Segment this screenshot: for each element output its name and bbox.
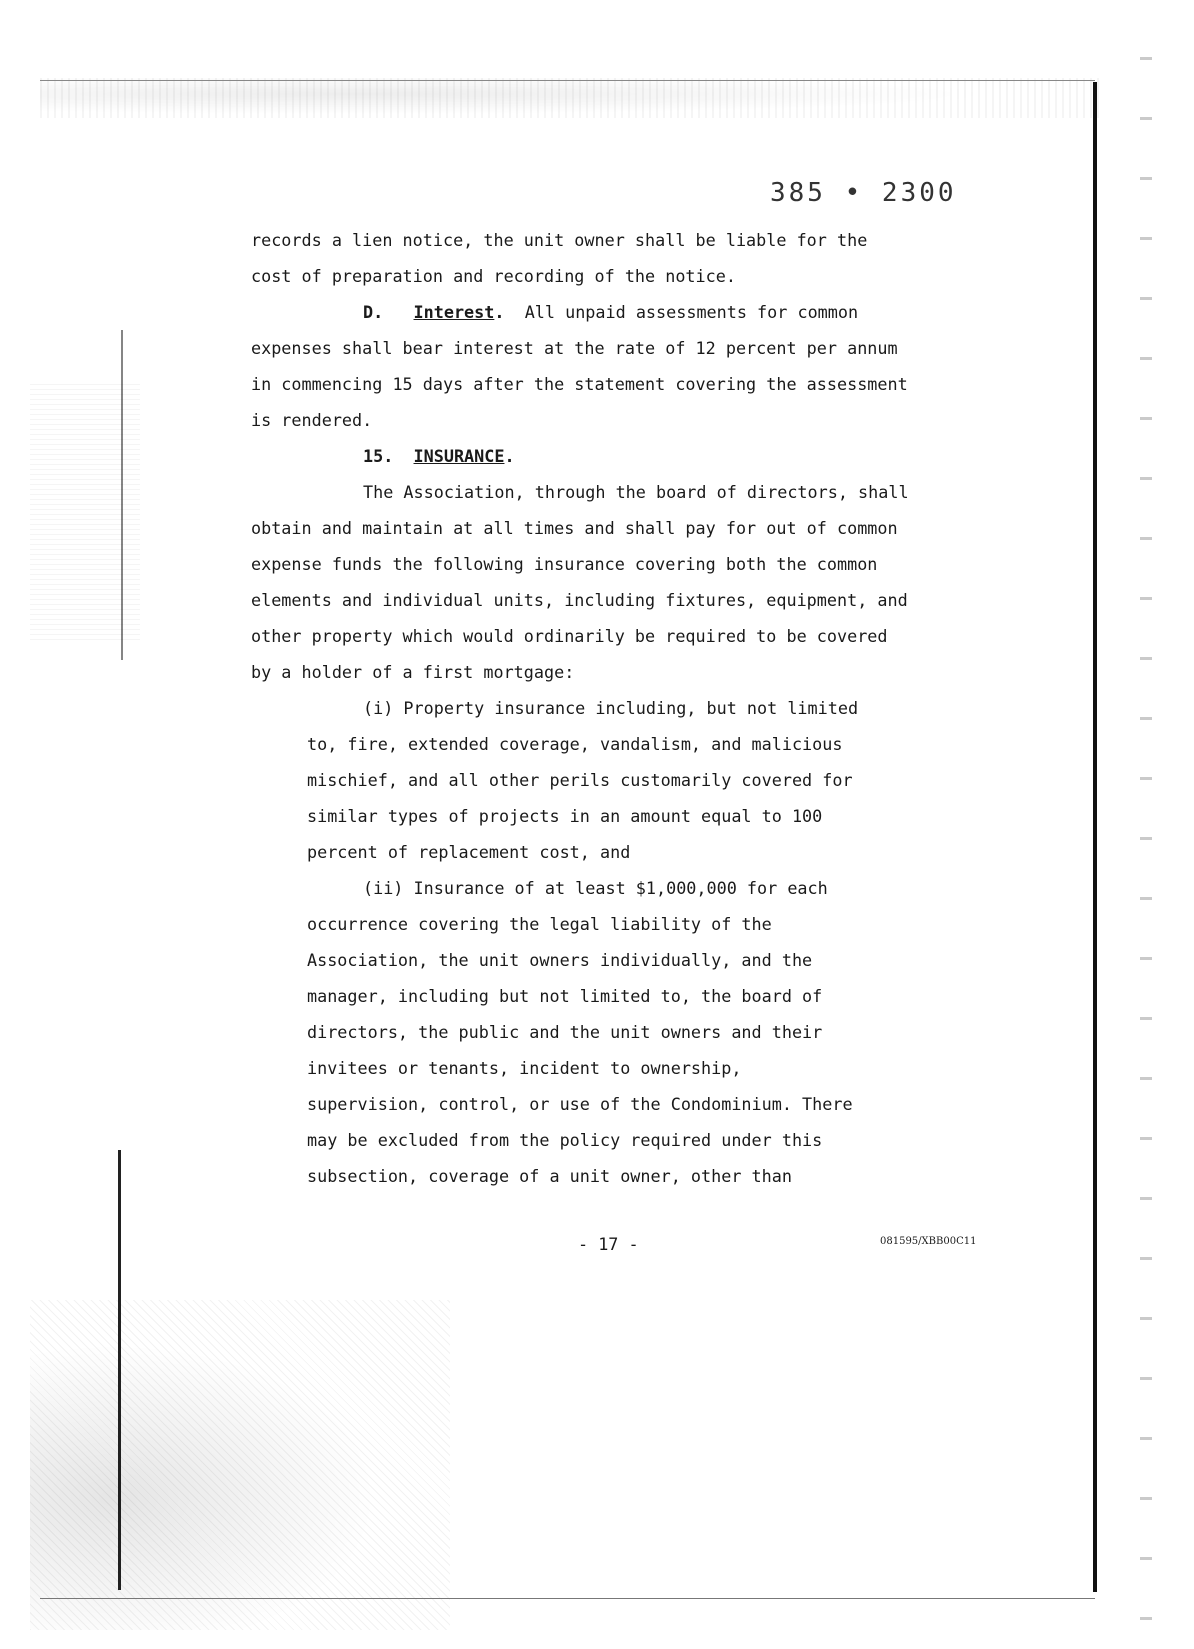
item-ii-line: occurrence covering the legal liability of the	[307, 914, 772, 934]
item-ii-line: directors, the public and the unit owners and their	[307, 1022, 823, 1042]
text-line: The Association, through the board of directors, shall	[363, 482, 909, 502]
scan-edge-top	[40, 80, 1095, 81]
item-ii-line: (ii) Insurance of at least $1,000,000 for each	[363, 878, 828, 898]
section-15-period: .	[504, 446, 515, 466]
item-i-line: mischief, and all other perils customarily covered for	[307, 770, 853, 790]
section-d-first-line: All unpaid assessments for common	[524, 302, 859, 322]
item-i-line: to, fire, extended coverage, vandalism, and malicious	[307, 734, 843, 754]
text-line: expenses shall bear interest at the rate of 12 percent per annum	[251, 338, 898, 358]
text-line: elements and individual units, including fixtures, equipment, and	[251, 590, 908, 610]
scan-edge-right	[1093, 82, 1097, 1592]
item-ii-line: Association, the unit owners individually, and the	[307, 950, 813, 970]
item-i-line: similar types of projects in an amount equal to 100	[307, 806, 823, 826]
document-body	[251, 222, 971, 1194]
item-i-line: (i) Property insurance including, but not limited	[363, 698, 859, 718]
text-line: records a lien notice, the unit owner shall be liable for the	[251, 230, 868, 250]
item-ii-line: invitees or tenants, incident to ownership,	[307, 1058, 742, 1078]
text-line: cost of preparation and recording of the notice.	[251, 266, 736, 286]
section-d-label: D.	[363, 302, 384, 322]
text-line: in commencing 15 days after the statement covering the assessment	[251, 374, 908, 394]
document-number: 385 • 2300	[770, 178, 957, 208]
text-line: other property which would ordinarily be required to be covered	[251, 626, 888, 646]
scan-noise-top	[40, 78, 1100, 118]
scan-edge-bottom	[40, 1598, 1095, 1599]
section-15-label: 15.	[363, 446, 394, 466]
scan-noise-left	[30, 380, 140, 640]
page-number: - 17 -	[578, 1234, 639, 1254]
section-15-title: INSURANCE	[413, 446, 505, 466]
item-ii-line: may be excluded from the policy required under this	[307, 1130, 823, 1150]
text-line: expense funds the following insurance covering both the common	[251, 554, 878, 574]
item-i-line: percent of replacement cost, and	[307, 842, 631, 862]
scan-noise-bottom	[30, 1300, 450, 1630]
section-d-period: .	[494, 302, 505, 322]
item-ii-line: subsection, coverage of a unit owner, other than	[307, 1166, 792, 1186]
item-ii-line: manager, including but not limited to, the board of	[307, 986, 823, 1006]
scan-marks-right	[1140, 40, 1152, 1620]
text-line: obtain and maintain at all times and shall pay for out of common	[251, 518, 898, 538]
section-15-heading	[251, 438, 971, 474]
section-d-title: Interest	[413, 302, 495, 322]
document-code: 081595/XBB00C11	[880, 1236, 977, 1247]
item-ii-line: supervision, control, or use of the Condominium. There	[307, 1094, 853, 1114]
text-line: is rendered.	[251, 410, 373, 430]
section-d-heading	[251, 294, 971, 330]
text-line: by a holder of a first mortgage:	[251, 662, 575, 682]
